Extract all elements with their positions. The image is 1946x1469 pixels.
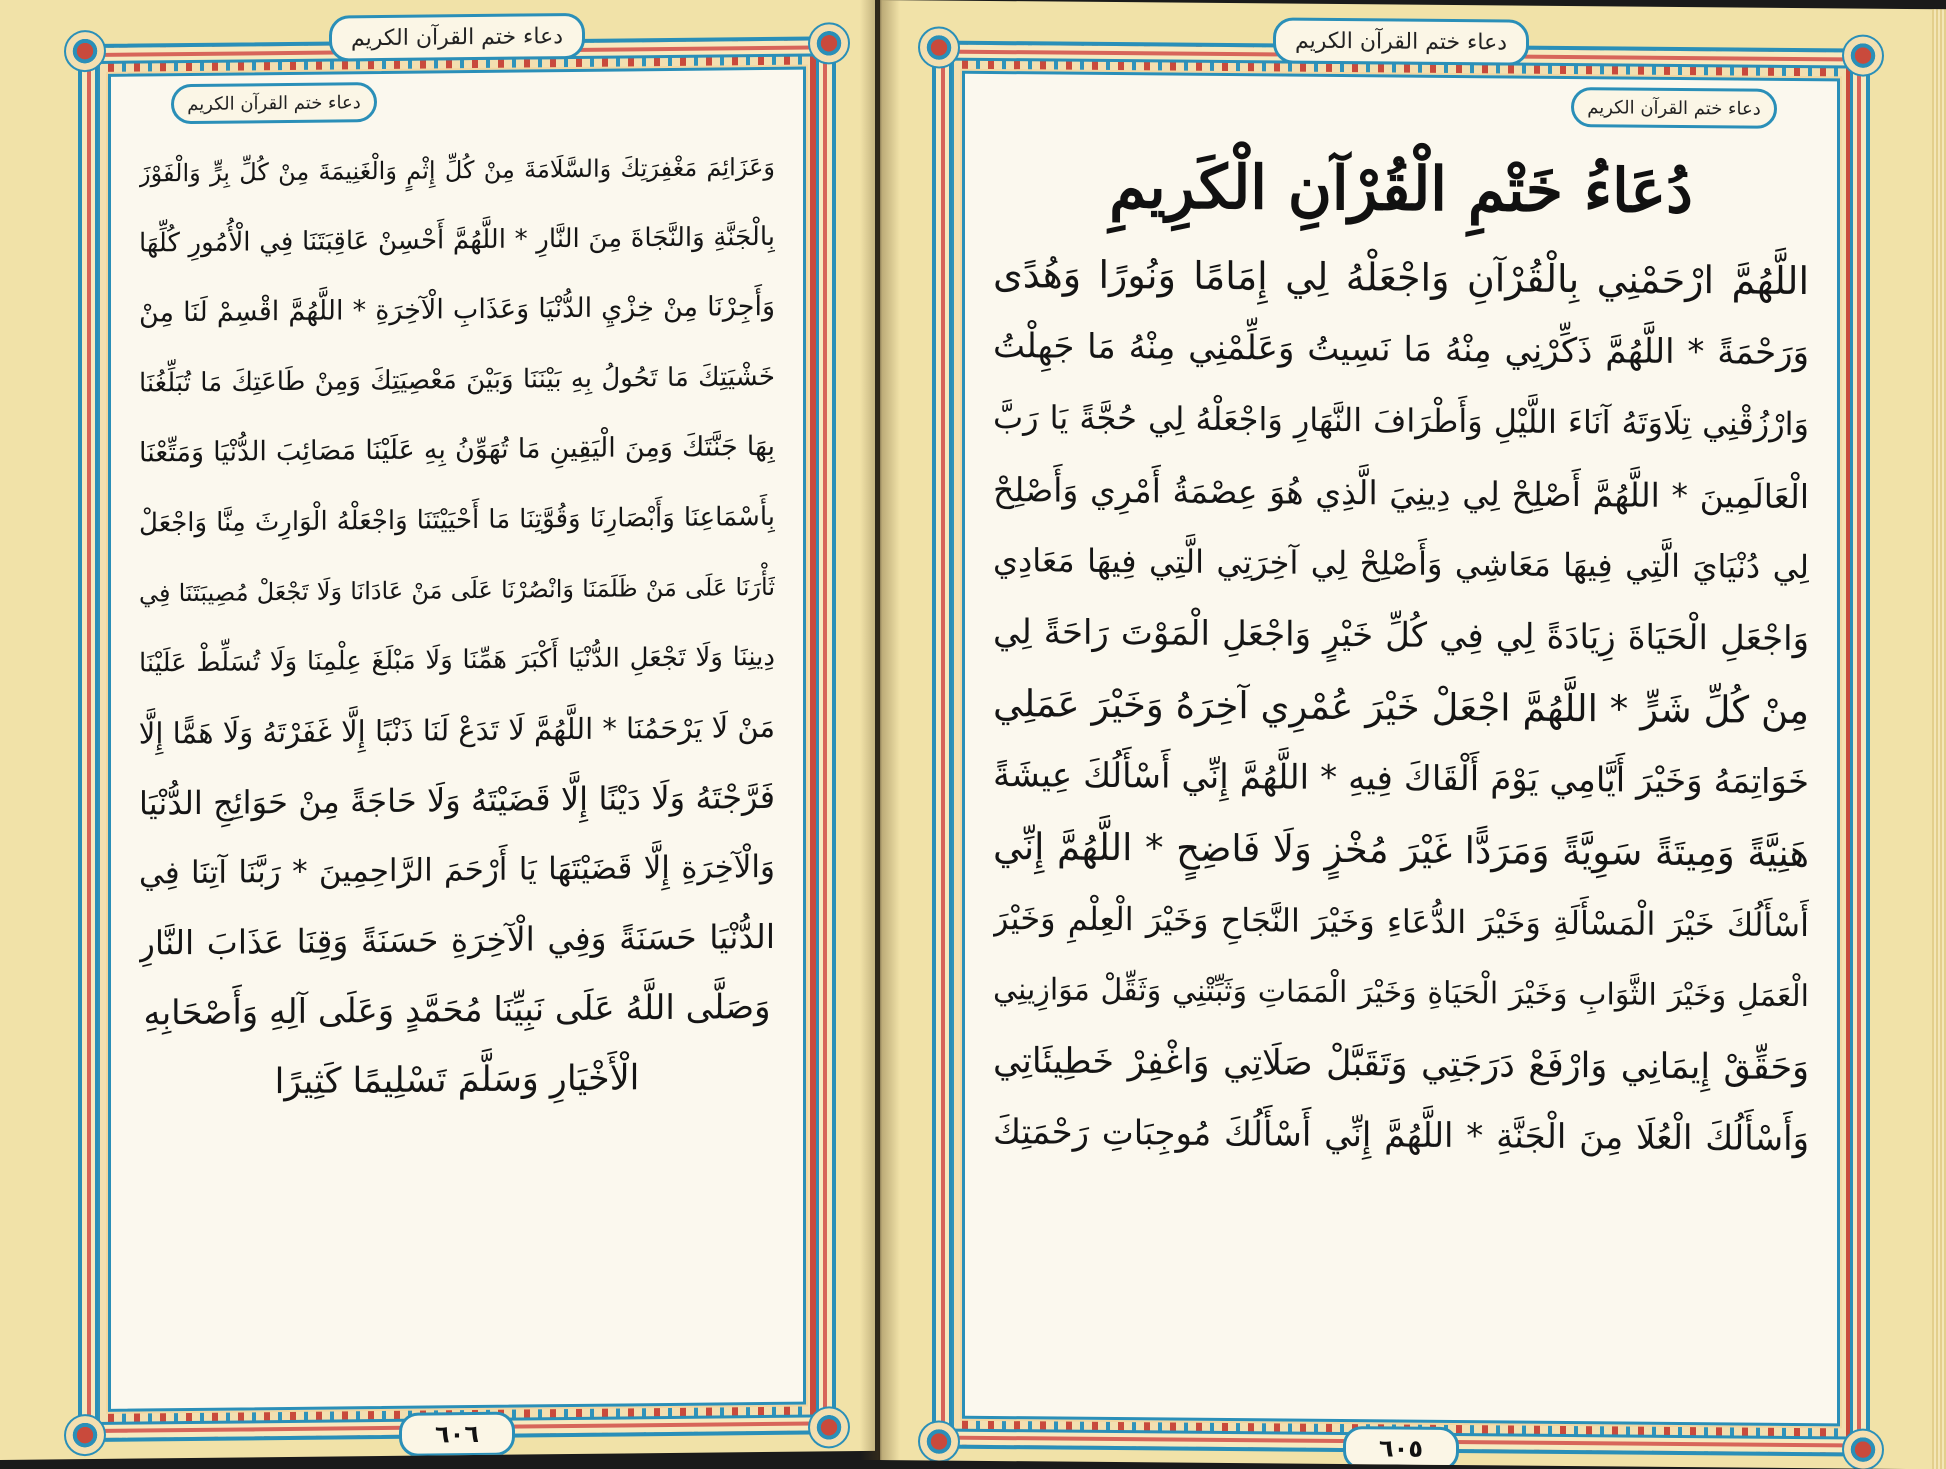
text-line: أَسْأَلُكَ خَيْرَ الْمَسْأَلَةِ وَخَيْرَ الدُّعَاءِ وَخَيْرَ النَّجَاحِ وَخَيْرَ الْعِلْمِ وَخَيْرَ xyxy=(993,898,1809,944)
text-line: بِهَا جَنَّتَكَ وَمِنَ الْيَقِينِ مَا تُهَوِّنُ بِهِ عَلَيْنَا مَصَائِبَ الدُّنْيَا وَمَتِّعْنَا xyxy=(139,430,775,469)
ornament-icon xyxy=(918,26,960,68)
text-line: وَارْزُقْنِي تِلَاوَتَهُ آنَاءَ اللَّيْلِ وَأَطْرَافَ النَّهَارِ وَاجْعَلْهُ لِي حُجَّةً يَا رَبَّ xyxy=(993,397,1809,444)
page-number: ٦٠٥ xyxy=(1343,1426,1459,1469)
page-title: دُعَاءُ خَتْمِ الْقُرْآنِ الْكَرِيمِ xyxy=(1109,151,1693,228)
ornament-icon xyxy=(64,1414,106,1456)
ornament-icon xyxy=(918,1420,960,1462)
right-page-ornamental-frame xyxy=(932,28,1870,1463)
text-line: الْعَمَلِ وَخَيْرَ الثَّوَابِ وَخَيْرَ الْحَيَاةِ وَخَيْرَ الْمَمَاتِ وَثَبِّتْنِي وَثَقِّلْ مَوَازِينِي xyxy=(993,971,1809,1015)
right-page-text xyxy=(993,134,1809,1363)
right-page-text-panel xyxy=(962,71,1840,1427)
text-line: وَأَجِرْنَا مِنْ خِزْيِ الدُّنْيَا وَعَذَابِ الْآخِرَةِ * اللَّهُمَّ اقْسِمْ لَنَا مِنْ xyxy=(139,290,775,329)
ornament-icon xyxy=(808,1406,850,1448)
text-line: وَرَحْمَةً * اللَّهُمَّ ذَكِّرْنِي مِنْهُ مَا نَسِيتُ وَعَلِّمْنِي مِنْهُ مَا جَهِلْتُ xyxy=(993,325,1809,373)
text-line: مِنْ كُلِّ شَرٍّ * اللَّهُمَّ اجْعَلْ خَيْرَ عُمْرِي آخِرَهُ وَخَيْرَ عَمَلِي xyxy=(993,681,1809,733)
text-line: وَاجْعَلِ الْحَيَاةَ زِيَادَةً لِي فِي كُلِّ خَيْرٍ وَاجْعَلِ الْمَوْتَ رَاحَةً لِي xyxy=(993,611,1809,659)
text-line: بِالْجَنَّةِ وَالنَّجَاةَ مِنَ النَّارِ * اللَّهُمَّ أَحْسِنْ عَاقِبَتَنَا فِي الْأُمُورِ كُلِّهَا xyxy=(139,221,775,259)
text-line: خَوَاتِمَهُ وَخَيْرَ أَيَّامِي يَوْمَ أَلْقَاكَ فِيهِ * اللَّهُمَّ إِنِّي أَسْأَلُكَ عِيشَةً xyxy=(993,754,1809,802)
text-line: فَرَّجْتَهُ وَلَا دَيْنًا إِلَّا قَضَيْتَهُ وَلَا حَاجَةً مِنْ حَوَائِجِ الدُّنْيَا xyxy=(139,777,775,823)
text-line: الْعَالَمِينَ * اللَّهُمَّ أَصْلِحْ لِي دِينِيَ الَّذِي هُوَ عِصْمَةُ أَمْرِي وَأَصْلِحْ xyxy=(993,469,1809,516)
text-line: الدُّنْيَا حَسَنَةً وَفِي الْآخِرَةِ حَسَنَةً وَقِنَا عَذَابَ النَّارِ xyxy=(139,916,775,963)
text-line: لِي دُنْيَايَ الَّتِي فِيهَا مَعَاشِي وَأَصْلِحْ لِي آخِرَتِي الَّتِي فِيهَا مَعَادِي xyxy=(993,540,1809,587)
text-line: مَنْ لَا يَرْحَمُنَا * اللَّهُمَّ لَا تَدَعْ لَنَا ذَنْبًا إِلَّا غَفَرْتَهُ وَلَا هَمًّا إِلَّا xyxy=(139,709,775,751)
right-page-header: دعاء ختم القرآن الكريم xyxy=(1273,17,1529,65)
text-line: الْأَخْيَارِ وَسَلَّمَ تَسْلِيمًا كَثِيرًا xyxy=(274,1058,640,1103)
page-edge xyxy=(1932,9,1946,1469)
ornament-icon xyxy=(808,22,850,64)
ornament-icon xyxy=(1842,34,1884,76)
ornament-icon xyxy=(64,30,106,72)
book-spine xyxy=(860,0,900,1460)
left-page-header: دعاء ختم القرآن الكريم xyxy=(329,13,585,62)
text-line: وَالْآخِرَةِ إِلَّا قَضَيْتَهَا يَا أَرْحَمَ الرَّاحِمِينَ * رَبَّنَا آتِنَا فِي xyxy=(139,848,775,892)
ornament-icon xyxy=(1842,1428,1884,1469)
text-line: هَنِيَّةً وَمِيتَةً سَوِيَّةً وَمَرَدًّا غَيْرَ مُخْزٍ وَلَا فَاضِحٍ * اللَّهُمَّ إِنِّي xyxy=(993,824,1809,876)
right-page-header-small: دعاء ختم القرآن الكريم xyxy=(1571,87,1777,129)
text-line: دِينِنَا وَلَا تَجْعَلِ الدُّنْيَا أَكْبَرَ هَمِّنَا وَلَا مَبْلَغَ عِلْمِنَا وَلَا تُسَلِّطْ عَلَيْنَا xyxy=(139,641,775,679)
left-page-text xyxy=(139,132,775,1349)
right-page xyxy=(880,0,1946,1469)
text-line: خَشْيَتِكَ مَا تَحُولُ بِهِ بَيْنَنَا وَبَيْنَ مَعْصِيَتِكَ وَمِنْ طَاعَتِكَ مَا تُبَلِّغُنَا xyxy=(139,361,775,399)
text-line: بِأَسْمَاعِنَا وَأَبْصَارِنَا وَقُوَّتِنَا مَا أَحْيَيْتَنَا وَاجْعَلْهُ الْوَارِثَ مِنَّا وَاجْعَلْ xyxy=(139,501,775,539)
text-line: وَحَقِّقْ إِيمَانِي وَارْفَعْ دَرَجَتِي وَتَقَبَّلْ صَلَاتِي وَاغْفِرْ خَطِيئَاتِي xyxy=(993,1040,1809,1088)
page-number: ٦٠٦ xyxy=(399,1412,515,1457)
text-line: اللَّهُمَّ ارْحَمْنِي بِالْقُرْآنِ وَاجْعَلْهُ لِي إِمَامًا وَنُورًا وَهُدًى xyxy=(993,251,1809,304)
text-line: وَصَلَّى اللَّهُ عَلَى نَبِيِّنَا مُحَمَّدٍ وَعَلَى آلِهِ وَأَصْحَابِهِ xyxy=(143,986,771,1034)
left-page-header-small: دعاء ختم القرآن الكريم xyxy=(171,82,377,124)
text-line: وَعَزَائِمَ مَغْفِرَتِكَ وَالسَّلَامَةَ مِنْ كُلِّ إِثْمٍ وَالْغَنِيمَةَ مِنْ كُلِّ بِرٍّ وَالْفَوْزَ xyxy=(139,152,775,188)
left-page xyxy=(0,0,875,1460)
text-line: وَأَسْأَلُكَ الْعُلَا مِنَ الْجَنَّةِ * اللَّهُمَّ إِنِّي أَسْأَلُكَ مُوجِبَاتِ رَحْمَتِكَ xyxy=(993,1111,1809,1160)
left-page-text-panel xyxy=(108,67,806,1412)
text-line: ثَأْرَنَا عَلَى مَنْ ظَلَمَنَا وَانْصُرْنَا عَلَى مَنْ عَادَانَا وَلَا تَجْعَلْ مُصِيبَتَنَا فِي xyxy=(139,572,775,608)
left-page-ornamental-frame xyxy=(78,23,836,1449)
